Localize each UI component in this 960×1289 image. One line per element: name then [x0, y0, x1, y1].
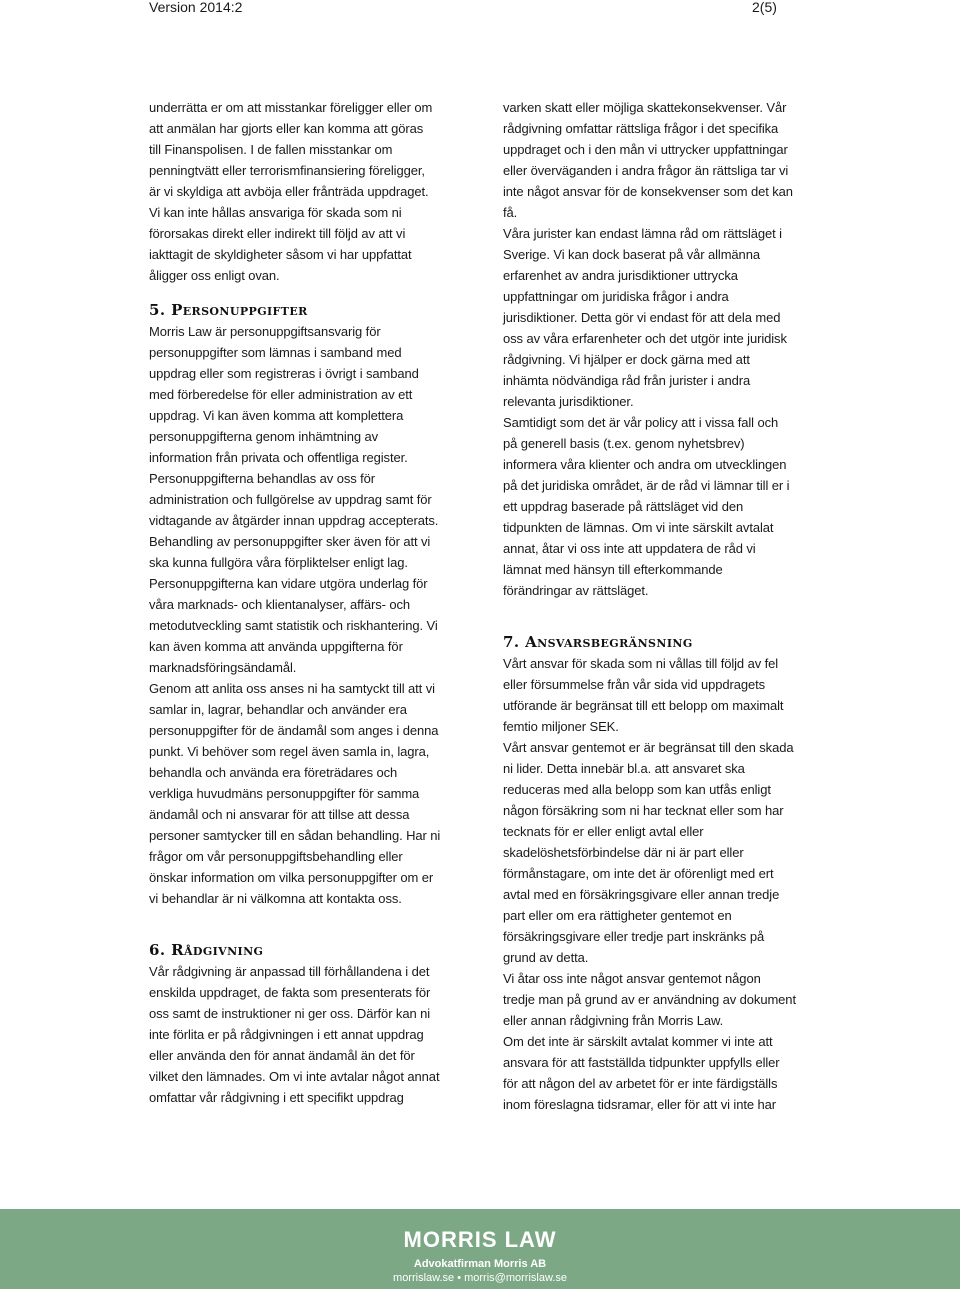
footer-banner	[0, 1209, 960, 1289]
page-header	[0, 0, 960, 22]
company-name: Advokatfirman Morris AB	[413, 1258, 547, 1270]
section-heading-ansvarsbegransning: 7. Ansvarsbegränsning	[503, 633, 693, 651]
right-column	[503, 97, 825, 1115]
paragraph-radgivning: Vår rådgivning är anpassad till förhållandena i det enskilda uppdraget, de fakta som presenterats för oss samt de instruktioner ni ger oss. Därför kan ni inte förlita er på rådgivningen i ett annat uppdrag eller använda den för annat ändamål än det för vilket den lämnades. Om vi inte avtalar något annat omfattar vår rådgivning i ett specifikt uppdrag	[149, 964, 440, 1105]
version-label: Version 2014:2	[149, 0, 243, 15]
paragraph-ansvarsbegransning: Vårt ansvar för skada som ni vållas till följd av fel eller försummelse från vår sida vid uppdragets utförande är begränsat till ett belopp om maximalt femtio miljoner SEK. Vårt ansvar gentemot er är begränsat till den skada ni lider. Detta innebär bl.a. att ansvaret ska reduceras med alla belopp som kan utfås enligt någon försäkring som ni har tecknat eller som har tecknats för er eller enligt avtal eller skadelöshetsförbindelse där ni är part eller förmånstagare, om inte det är oförenligt med ert avtal med en försäkringsgivare eller annan tredje part eller om era rättigheter gentemot en försäkringsgivare eller tredje part inskränks på grund av detta. Vi åtar oss inte något ansvar gentemot någon tredje man på grund av er användning av dokument eller annan rådgivning från Morris Law. Om det inte är särskilt avtalat kommer vi inte att ansvara för att fastställda tidpunkter uppfylls eller för att någon del av arbetet för er inte färdigställs inom föreslagna tidsramar, eller för att vi inte har	[503, 656, 796, 1112]
paragraph-radgivning-continued: varken skatt eller möjliga skattekonsekvenser. Vår rådgivning omfattar rättsliga frågor i det specifika uppdraget och i den mån vi uttrycker uppfattningar eller överväganden i andra frågor än rättsliga tar vi inte något ansvar för de konsekvenser som det kan få. Våra jurister kan endast lämna råd om rättsläget i Sverige. Vi kan dock baserat på vår allmänna erfarenhet av andra jurisdiktioner uttrycka uppfattningar om juridiska frågor i andra jurisdiktioner. Detta gör vi endast för att dela med oss av våra erfarenheter och det utgör inte juridisk rådgivning. Vi hjälper er dock gärna med att inhämta nödvändiga råd från jurister i andra relevanta jurisdiktioner. Samtidigt som det är vår policy att i vissa fall och på generell basis (t.ex. genom nyhetsbrev) informera våra klienter och andra om utvecklingen på det juridiska området, är de råd vi lämnar till er i ett uppdrag baserade på rättsläget vid den tidpunkten de lämnas. Om vi inte särskilt avtalat annat, åtar vi oss inte att uppdatera de råd vi lämnat med hänsyn till efterkommande förändringar av rättsläget.	[503, 100, 793, 598]
section-heading-personuppgifter: 5. Personuppgifter	[149, 301, 308, 319]
paragraph-continued: underrätta er om att misstankar föreligger eller om att anmälan har gjorts eller kan komma att göras till Finanspolisen. I de fallen misstankar om penningtvätt eller terrorismfinansiering föreligger, är vi skyldiga att avböja eller frånträda uppdraget. Vi kan inte hållas ansvariga för skada som ni förorsakas direkt eller indirekt till följd av att vi iakttagit de skyldigheter såsom vi har uppfattat åligger oss enligt ovan.	[149, 100, 433, 283]
brand-logo-text: MORRIS LAW	[403, 1227, 557, 1252]
section-heading-radgivning: 6. Rådgivning	[149, 941, 264, 959]
left-column	[149, 97, 471, 1108]
page-number: 2(5)	[752, 0, 777, 15]
contact-line: morrislaw.se • morris@morrislaw.se	[393, 1272, 567, 1284]
paragraph-personuppgifter: Morris Law är personuppgiftsansvarig för personuppgifter som lämnas i samband med uppdrag eller som registreras i övrigt i samband med förberedelse för eller administration av ett uppdrag. Vi kan även komma att komplettera personuppgifterna genom inhämtning av information från privata och offentliga register. Personuppgifterna behandlas av oss för administration och fullgörelse av uppdrag samt för vidtagande av åtgärder innan uppdrag accepterats. Behandling av personuppgifter sker även för att vi ska kunna fullgöra våra förpliktelser enligt lag. Personuppgifterna kan vidare utgöra underlag för våra marknads- och klientanalyser, affärs- och metodutveckling samt statistik och riskhantering. Vi kan även komma att använda uppgifterna för marknadsföringsändamål. Genom att anlita oss anses ni ha samtyckt till att vi samlar in, lagrar, behandlar och använder era personuppgifter för de ändamål som anges i denna punkt. Vi behöver som regel även samla in, lagra, behandla och använda era företrädares och verkliga huvudmäns personuppgifter för samma ändamål och ni ansvarar för att tillse att dessa personer samtycker till en sådan behandling. Har ni frågor om vår personuppgiftsbehandling eller önskar information om vilka personuppgifter om er vi behandlar är ni välkomna att kontakta oss.	[149, 324, 441, 906]
